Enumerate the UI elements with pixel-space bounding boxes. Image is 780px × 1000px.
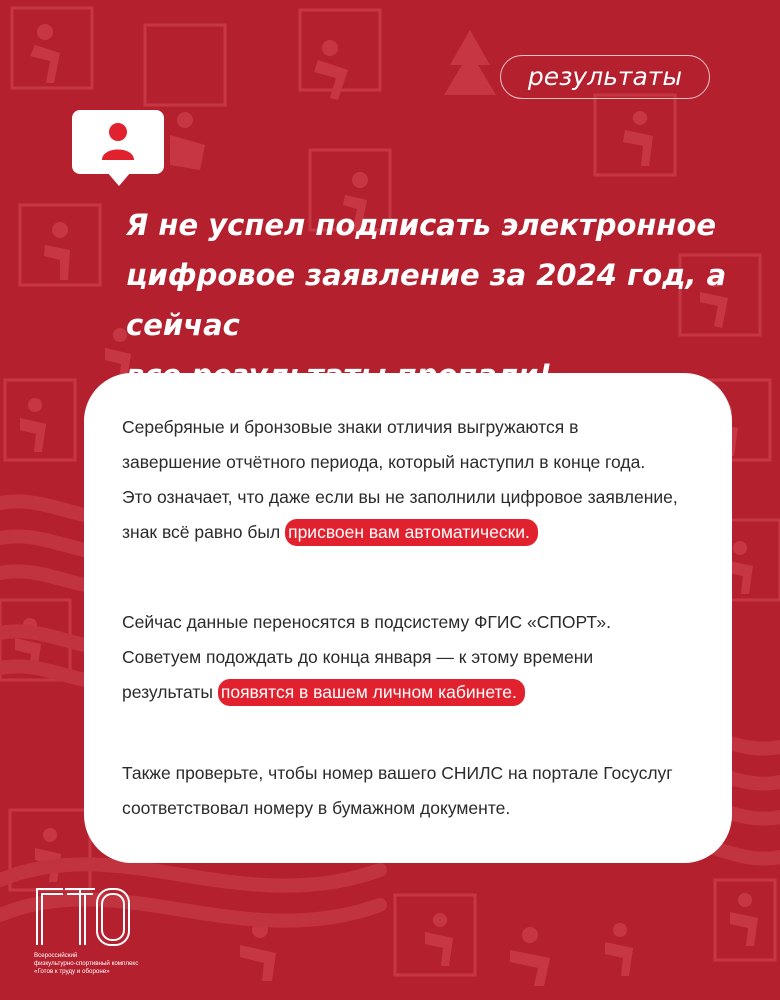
paragraph-line: завершение отчётного периода, который наступил в конце года. xyxy=(122,452,646,472)
logo-caption-line: физкультурно-спортивный комплекс xyxy=(34,960,139,967)
answer-paragraph-3 xyxy=(122,756,722,826)
user-avatar-icon xyxy=(100,120,136,160)
paragraph-line: Серебряные и бронзовые знаки отличия выгружаются в xyxy=(122,417,579,437)
paragraph-line: Также проверьте, чтобы номер вашего СНИЛС на портале Госуслуг xyxy=(122,763,673,783)
answer-card xyxy=(84,373,732,863)
results-tag: результаты xyxy=(500,55,710,99)
paragraph-line: Сейчас данные переносятся в подсистему ФГИС «СПОРТ». xyxy=(122,612,611,632)
gto-logo xyxy=(33,885,133,949)
answer-paragraph-2 xyxy=(122,605,722,710)
speech-bubble xyxy=(72,110,164,174)
paragraph-line: соответствовал номеру в бумажном документе. xyxy=(122,798,511,818)
logo-caption-line: «Готов к труду и обороне» xyxy=(34,968,110,975)
logo-caption-line: Всероссийский xyxy=(34,952,78,959)
paragraph-line: знак всё равно был xyxy=(122,522,286,542)
logo-caption xyxy=(34,952,184,976)
headline-line: цифровое заявление за 2024 год, а сейчас xyxy=(126,258,727,342)
highlight-personal-account: появятся в вашем личном кабинете. xyxy=(218,679,525,706)
answer-paragraph-1 xyxy=(122,410,722,550)
highlight-auto-assigned: присвоен вам автоматически. xyxy=(285,519,538,546)
paragraph-line: Советуем подождать до конца января — к этому времени xyxy=(122,647,594,667)
headline-line: Я не успел подписать электронное xyxy=(126,208,717,242)
paragraph-line: Это означает, что даже если вы не заполнили цифровое заявление, xyxy=(122,487,678,507)
paragraph-line: результаты xyxy=(122,682,218,702)
question-headline xyxy=(126,200,746,400)
